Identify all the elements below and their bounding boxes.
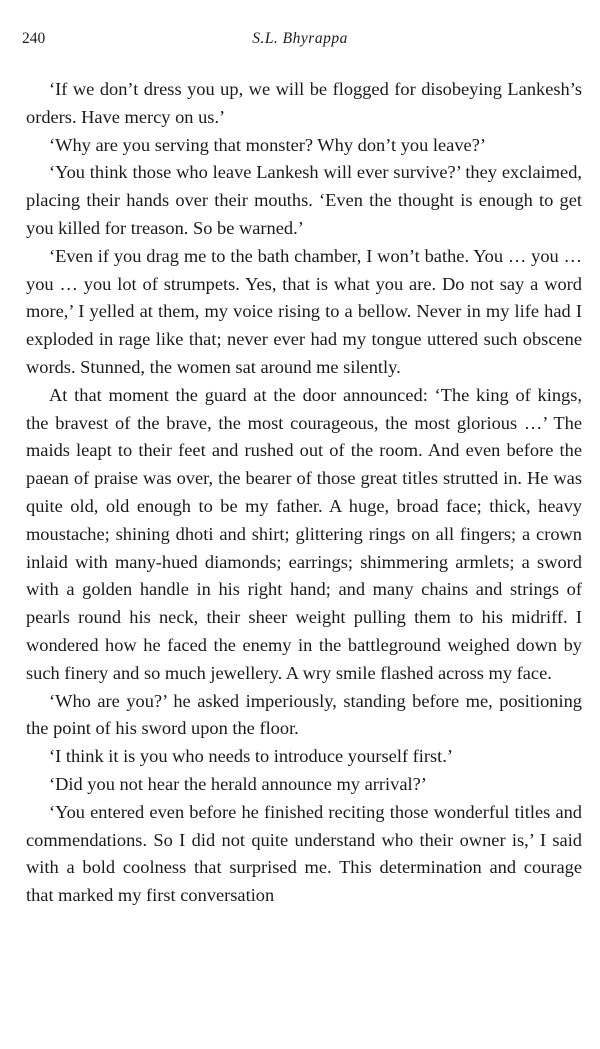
paragraph: ‘I think it is you who needs to introduce yourself first.’ xyxy=(49,746,454,767)
paragraph: ‘Who are you?’ he asked imperiously, standing before me, positioning the point of his sword upon the floor. xyxy=(26,690,582,739)
running-title: S.L. Bhyrappa xyxy=(252,30,348,47)
paragraph: ‘You entered even before he finished reciting those wonderful titles and commendations. So I did not quite understand who their owner is,’ I said with a bold coolness that surprised me. This determination and courage that marked my first conversation xyxy=(26,801,582,906)
paragraph: ‘Why are you serving that monster? Why don’t you leave?’ xyxy=(49,134,486,155)
paragraph: At that moment the guard at the door announced: ‘The king of kings, the bravest of the brave, the most courageous, the most glorious …’ The maids leapt to their feet and rushed out of the room. And even before the paean of praise was over, the bearer of those great titles strutted in. He was quite old, old enough to be my father. A huge, broad face; thick, heavy moustache; shining dhoti and shirt; glittering rings on all fingers; a crown inlaid with many-hued diamonds; earrings; shimmering armlets; a sword with a golden handle in his right hand; and many chains and strings of pearls round his neck, their sheer weight pulling them to his midriff. I wondered how he faced the enemy in the battleground weighed down by such finery and so much jewellery. A wry smile flashed across my face. xyxy=(26,384,582,683)
page-number: 240 xyxy=(22,30,46,47)
running-head xyxy=(22,30,578,54)
paragraph: ‘Did you not hear the herald announce my arrival?’ xyxy=(49,773,427,794)
body-text xyxy=(26,76,582,910)
paragraph: ‘You think those who leave Lankesh will ever survive?’ they exclaimed, placing their hands over their mouths. ‘Even the thought is enough to get you killed for treason. So be warned.’ xyxy=(26,162,582,238)
paragraph: ‘If we don’t dress you up, we will be flogged for disobeying Lankesh’s orders. Have mercy on us.’ xyxy=(26,79,582,127)
paragraph: ‘Even if you drag me to the bath chamber, I won’t bathe. You … you … you … you lot of strumpets. Yes, that is what you are. Do not say a word more,’ I yelled at them, my voice rising to a bellow. Never in my life had I exploded in rage like that; never ever had my tongue uttered such obscene words. Stunned, the women sat around me silently. xyxy=(26,245,582,377)
